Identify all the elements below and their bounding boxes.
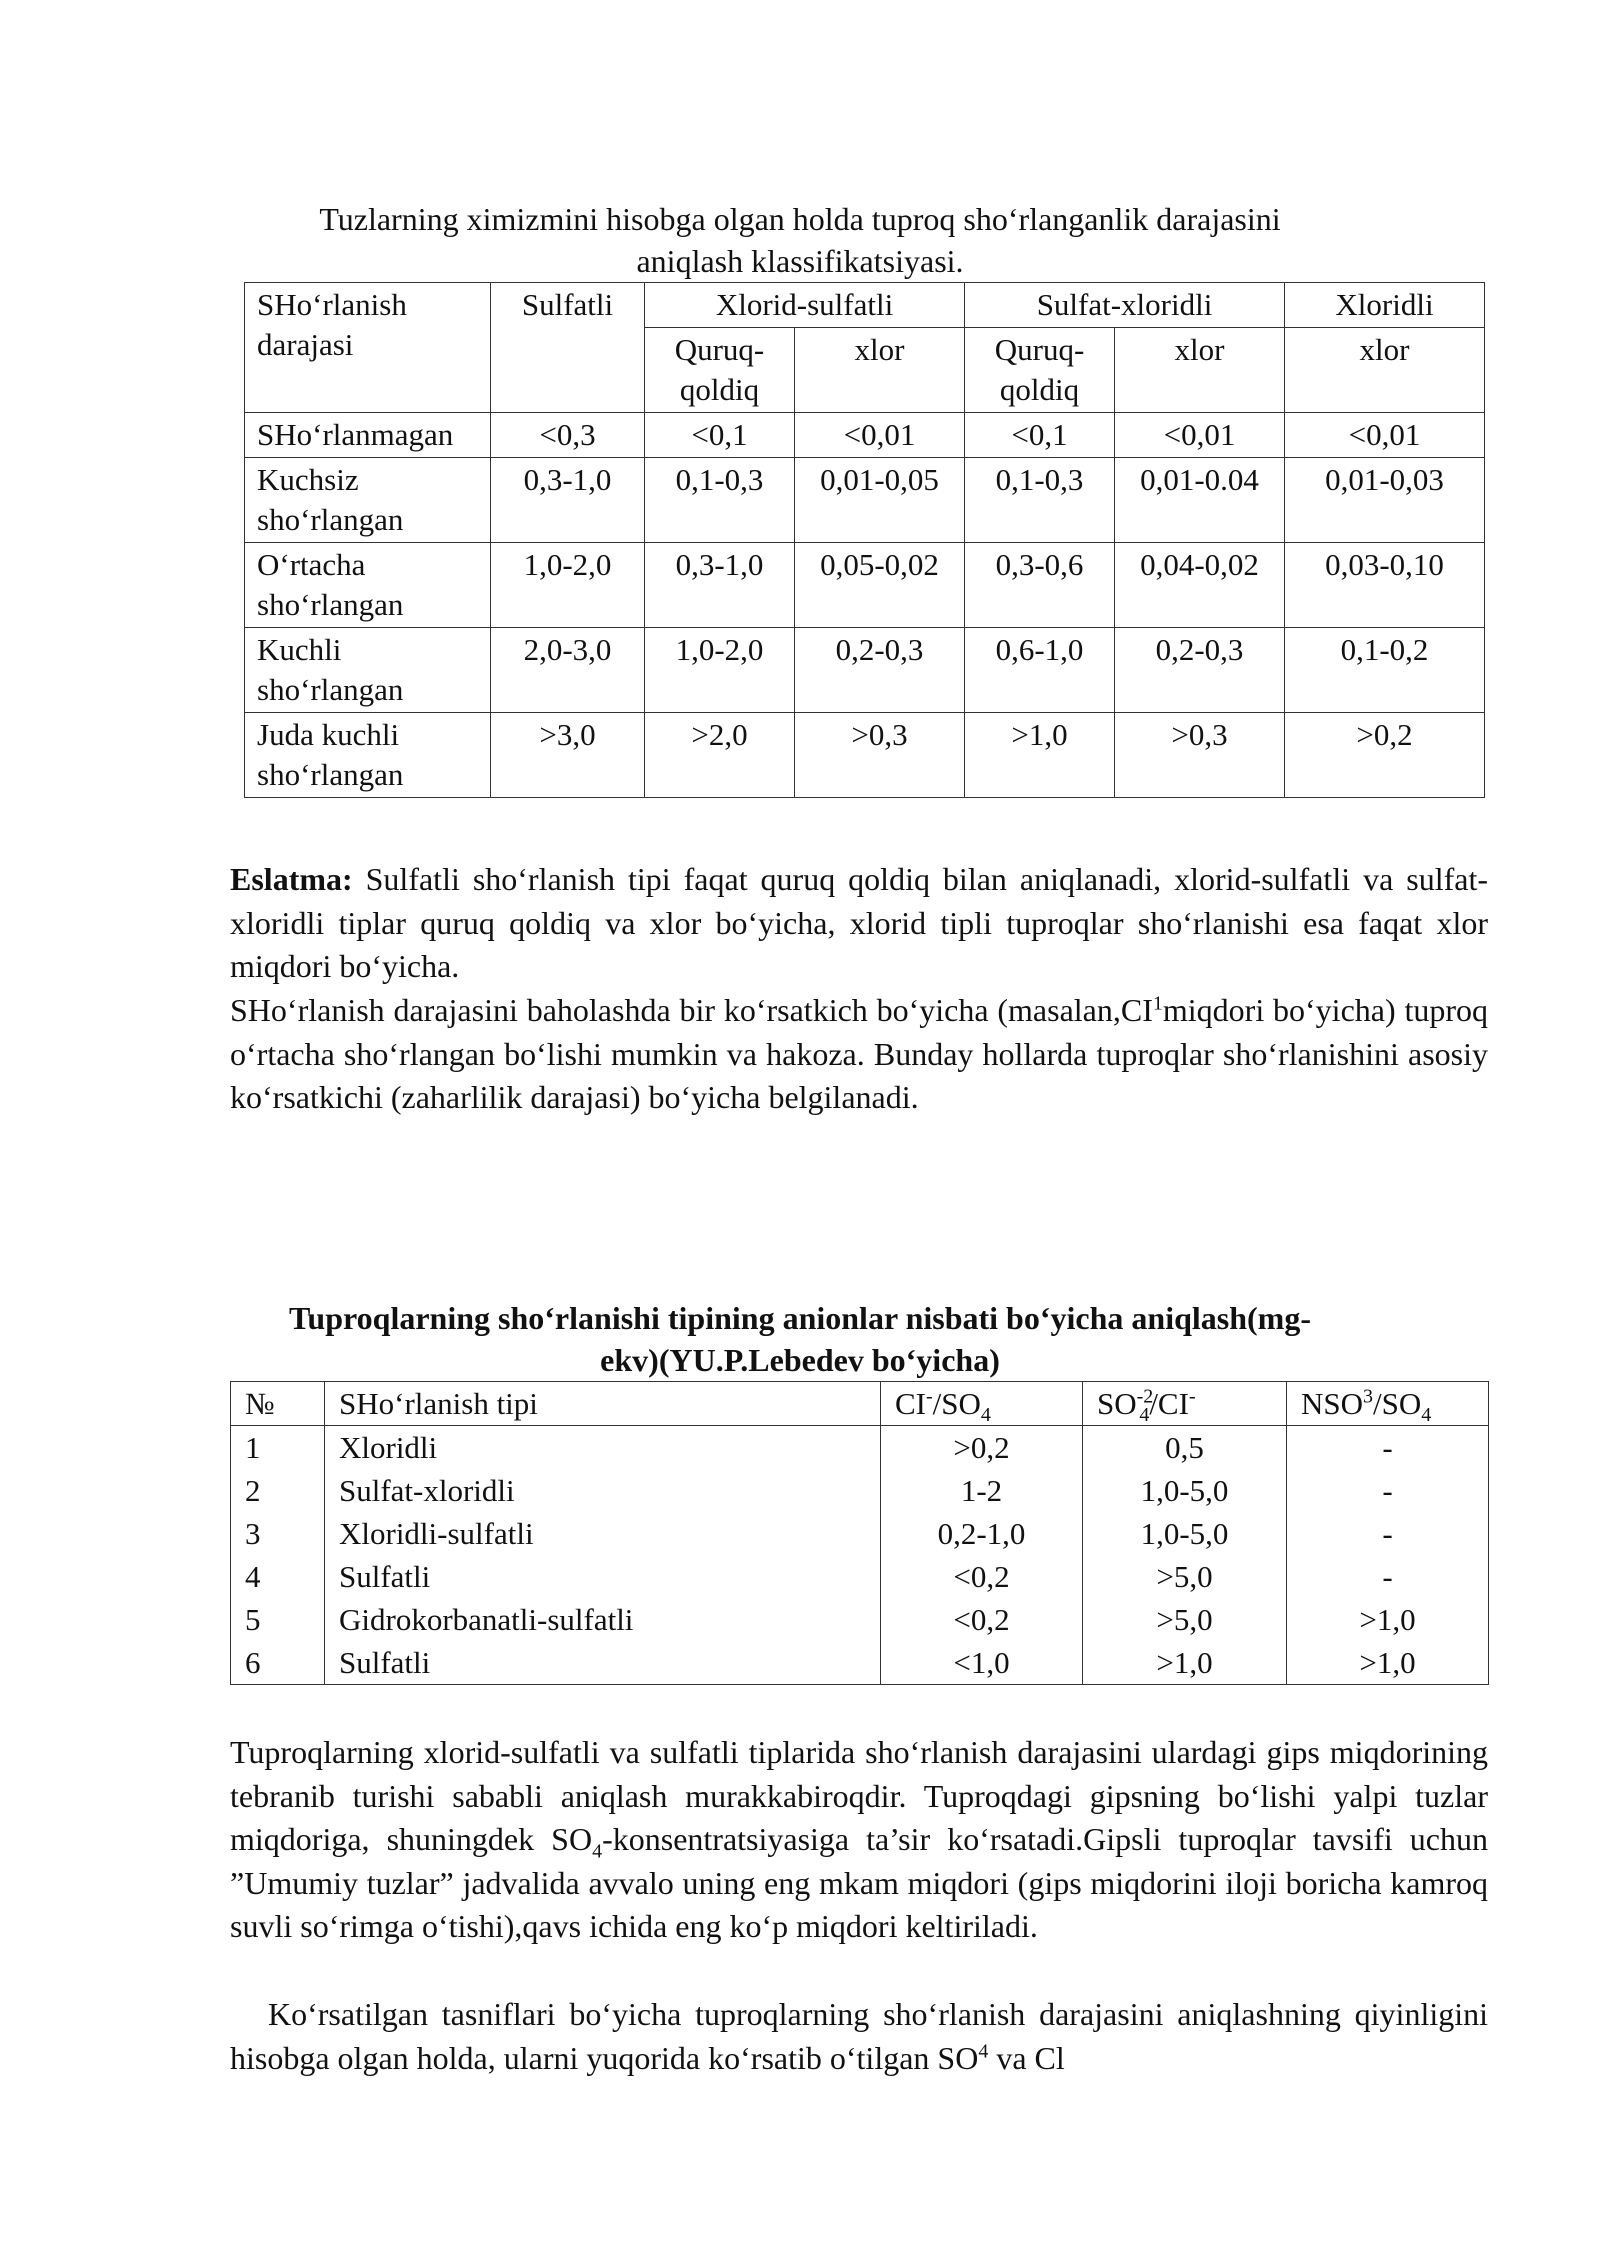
cell: 0,05-0,02 (795, 543, 965, 628)
h3sub: 4 (1421, 1404, 1432, 1427)
cell: 0,1-0,3 (965, 458, 1115, 543)
cell-num: 5 (231, 1598, 325, 1641)
paragraph-2 (230, 989, 1488, 1120)
p3-sub: 4 (592, 1840, 603, 1863)
cell: 0,6-1,0 (965, 628, 1115, 713)
cell: >0,2 (881, 1426, 1083, 1470)
table1-caption (240, 198, 1360, 282)
table-row (231, 1426, 1489, 1470)
h2b: /CI (1149, 1386, 1189, 1421)
cell: >1,0 (1287, 1598, 1489, 1641)
subheader-quruq-qoldiq: Quruq-qoldiq (645, 328, 795, 413)
cell: 2,0-3,0 (491, 628, 645, 713)
salinity-classification-table (244, 282, 1485, 798)
table-row (245, 628, 1485, 713)
cell: 0,03-0,10 (1285, 543, 1485, 628)
cell: 0,5 (1083, 1426, 1287, 1470)
subheader-xlor: xlor (795, 328, 965, 413)
cell: 1,0-5,0 (1083, 1512, 1287, 1555)
header-xloridli: Xloridli (1285, 283, 1485, 328)
cell: - (1287, 1555, 1489, 1598)
cell-num: 4 (231, 1555, 325, 1598)
cell: 0,01-0,05 (795, 458, 965, 543)
row-degree: SHo‘rlanmagan (245, 413, 491, 458)
paragraph-3 (230, 1731, 1488, 1949)
subheader-xlor: xlor (1115, 328, 1285, 413)
table-row (231, 1555, 1489, 1598)
header-num: № (231, 1382, 325, 1426)
cell: - (1287, 1469, 1489, 1512)
cell: - (1287, 1512, 1489, 1555)
cell: >0,3 (795, 713, 965, 798)
h1sub: 4 (980, 1404, 991, 1427)
cell: >1,0 (965, 713, 1115, 798)
table1-header-row (245, 283, 1485, 328)
cell: 0,1-0,3 (645, 458, 795, 543)
cell: <0,2 (881, 1555, 1083, 1598)
h3sup: 3 (1363, 1385, 1374, 1408)
table2-caption (240, 1297, 1360, 1381)
p4-sup: 4 (978, 2039, 989, 2062)
cell-type: Xloridli (325, 1426, 881, 1470)
cell: 0,2-0,3 (795, 628, 965, 713)
h2a: SO (1097, 1386, 1137, 1421)
note-label: Eslatma: (230, 861, 353, 897)
cell: <0,1 (645, 413, 795, 458)
cell: >3,0 (491, 713, 645, 798)
p4-text-b: va Cl (988, 2039, 1065, 2076)
cell: 0,3-1,0 (645, 543, 795, 628)
cell: 0,01-0,03 (1285, 458, 1485, 543)
cell: 0,3-0,6 (965, 543, 1115, 628)
h2sub: 4 (1139, 1404, 1150, 1427)
row-degree: Kuchli sho‘rlangan (245, 628, 491, 713)
cell: 1,0-5,0 (1083, 1469, 1287, 1512)
cell: <0,01 (1115, 413, 1285, 458)
table-row (231, 1641, 1489, 1685)
p2-text-b: miqdori bo‘yicha) tuproq o‘rtacha sho‘rlangan bo‘lishi mumkin va hakoza. Bunday hollarda tuproqlar sho‘rlanishini asosiy ko‘rsatkichi (zaharlilik darajasi) bo‘yicha belgilanadi. (230, 992, 1488, 1115)
cell: <0,01 (1285, 413, 1485, 458)
h3a: NSO (1301, 1386, 1364, 1421)
cell: <1,0 (881, 1641, 1083, 1685)
note-text: Sulfatli sho‘rlanish tipi faqat quruq qoldiq bilan aniqlanadi, xlorid-sulfatli va sulfat-xloridli tiplar quruq qoldiq va xlor bo‘yicha, xlorid tipli tuproqlar sho‘rlanishi esa faqat xlor miqdori bo‘yicha. (230, 861, 1488, 984)
h3b: /SO (1373, 1386, 1422, 1421)
cell: 0,3-1,0 (491, 458, 645, 543)
paragraph-4 (230, 1993, 1488, 2080)
cell-type: Sulfatli (325, 1555, 881, 1598)
cell: <0,1 (965, 413, 1115, 458)
header-sulfatli: Sulfatli (491, 283, 645, 413)
cell-type: Xloridli-sulfatli (325, 1512, 881, 1555)
table1-caption-line2: aniqlash klassifikatsiyasi. (636, 243, 964, 279)
header-so4-cl (1083, 1382, 1287, 1426)
table-row (231, 1512, 1489, 1555)
cell: 0,1-0,2 (1285, 628, 1485, 713)
table-row (231, 1598, 1489, 1641)
h1b: /SO (932, 1386, 981, 1421)
p3-text-a: Tuproqlarning xlorid-sulfatli va sulfatli tiplarida sho‘rlanish darajasini ulardagi gips miqdorining tebranib turishi sababli aniqlash murakkabiroqdir. Tuproqdagi gipsning bo‘lishi yalpi tuzlar miqdoriga, shuningdek SO (230, 1734, 1488, 1857)
cell: <0,01 (795, 413, 965, 458)
cell: >5,0 (1083, 1555, 1287, 1598)
cell-num: 2 (231, 1469, 325, 1512)
cell: >5,0 (1083, 1598, 1287, 1641)
table1-caption-line1: Tuzlarning ximizmini hisobga olgan holda tuproq sho‘rlanganlik darajasini (319, 201, 1281, 237)
p3-text-b: -konsentratsiyasiga ta’sir ko‘rsatadi.Gipsli tuproqlar tavsifi uchun ”Umumiy tuzlar” jadvalida avvalo uning eng mkam miqdori (gips miqdorini iloji boricha kamroq suvli so‘rimga o‘tishi),qavs ichida eng ko‘p miqdori keltiriladi. (230, 1821, 1489, 1944)
subheader-quruq-qoldiq: Quruq-qoldiq (965, 328, 1115, 413)
p2-text-a: SHo‘rlanish darajasini baholashda bir ko‘rsatkich bo‘yicha (masalan,CI (230, 992, 1153, 1028)
cell: 1,0-2,0 (645, 628, 795, 713)
table-row (245, 413, 1485, 458)
table2-caption-line1: Tuproqlarning sho‘rlanishi tipining anionlar nisbati bo‘yicha aniqlash(mg- (289, 1300, 1311, 1336)
h1sup: - (926, 1385, 933, 1408)
cell: - (1287, 1426, 1489, 1470)
subheader-xlor: xlor (1285, 328, 1485, 413)
table2-header-row (231, 1382, 1489, 1426)
cell: <0,3 (491, 413, 645, 458)
header-degree: SHo‘rlanish darajasi (245, 283, 491, 413)
row-degree: Kuchsiz sho‘rlangan (245, 458, 491, 543)
h2sup: -2 (1136, 1385, 1154, 1408)
cell-num: 1 (231, 1426, 325, 1470)
p2-sup: 1 (1152, 992, 1163, 1015)
anion-ratio-table (230, 1381, 1489, 1685)
row-degree: O‘rtacha sho‘rlangan (245, 543, 491, 628)
cell: 0,04-0,02 (1115, 543, 1285, 628)
header-xlorid-sulfatli: Xlorid-sulfatli (645, 283, 965, 328)
cell: >0,2 (1285, 713, 1485, 798)
note-paragraph (230, 858, 1488, 989)
cell-type: Sulfatli (325, 1641, 881, 1685)
cell: 0,2-0,3 (1115, 628, 1285, 713)
p4-text-a: Ko‘rsatilgan tasniflari bo‘yicha tuproqlarning sho‘rlanish darajasini aniqlashning qiyinligini hisobga olgan holda, ularni yuqorida ko‘rsatib o‘tilgan SO (230, 1996, 1488, 2076)
table2-caption-line2: ekv)(YU.P.Lebedev bo‘yicha) (600, 1342, 1000, 1378)
row-degree: Juda kuchli sho‘rlangan (245, 713, 491, 798)
header-type: SHo‘rlanish tipi (325, 1382, 881, 1426)
cell: 0,01-0.04 (1115, 458, 1285, 543)
header-nso3-so4 (1287, 1382, 1489, 1426)
h1a: CI (895, 1386, 926, 1421)
table-row (245, 543, 1485, 628)
cell-num: 6 (231, 1641, 325, 1685)
cell: >0,3 (1115, 713, 1285, 798)
cell: 1,0-2,0 (491, 543, 645, 628)
header-cl-so4 (881, 1382, 1083, 1426)
cell: >1,0 (1083, 1641, 1287, 1685)
cell-num: 3 (231, 1512, 325, 1555)
h2sup2: - (1188, 1385, 1196, 1408)
table-row (245, 713, 1485, 798)
table-row (231, 1469, 1489, 1512)
cell-type: Gidrokorbanatli-sulfatli (325, 1598, 881, 1641)
cell: 1-2 (881, 1469, 1083, 1512)
table-row (245, 458, 1485, 543)
cell: >2,0 (645, 713, 795, 798)
cell: <0,2 (881, 1598, 1083, 1641)
header-sulfat-xloridli: Sulfat-xloridli (965, 283, 1285, 328)
cell-type: Sulfat-xloridli (325, 1469, 881, 1512)
cell: 0,2-1,0 (881, 1512, 1083, 1555)
cell: >1,0 (1287, 1641, 1489, 1685)
